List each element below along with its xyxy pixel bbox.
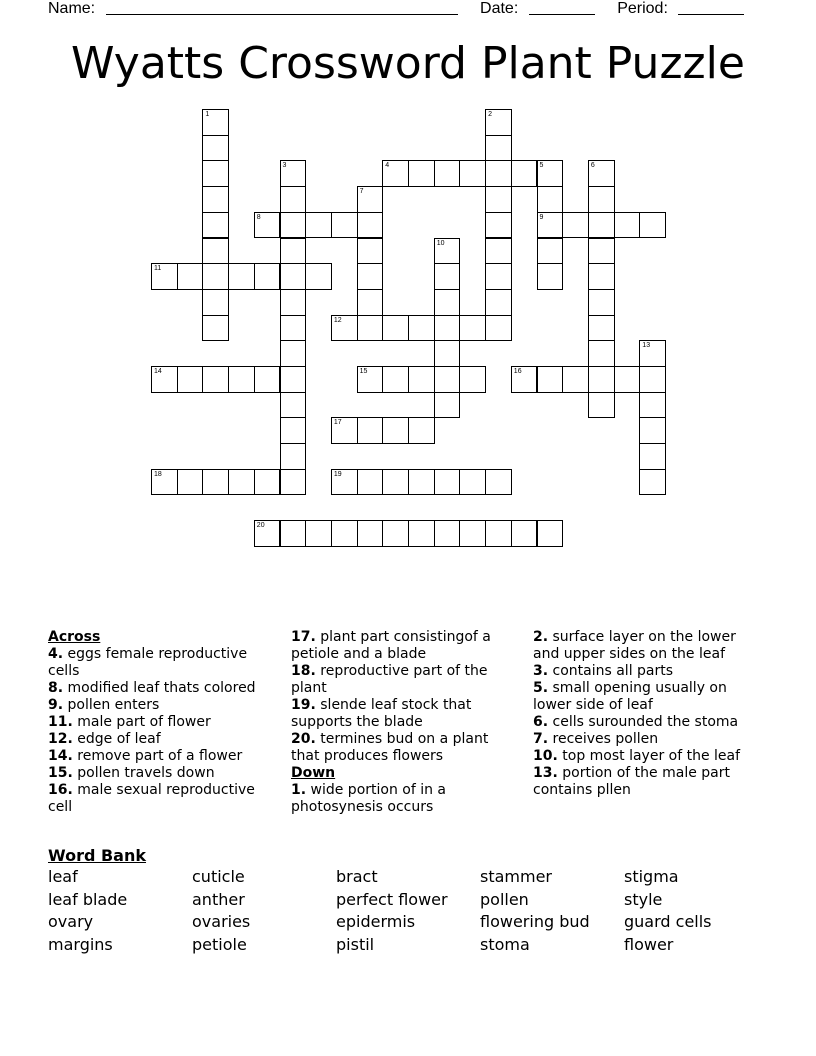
clue-text: male part of flower [72,714,211,730]
grid-cell[interactable] [434,366,461,393]
grid-cell[interactable] [434,160,461,187]
clue-number: 18 [154,470,162,478]
grid-cell[interactable] [408,160,435,187]
grid-cell[interactable] [177,366,204,393]
grid-cell[interactable] [202,289,229,316]
grid-cell[interactable] [357,315,384,342]
clue-text: top most layer of the leaf [557,748,741,764]
grid-cell[interactable] [485,212,512,239]
grid-cell[interactable] [588,186,615,213]
clue-number: 19. [291,697,316,713]
clue-text: cells surounded the stoma [548,714,739,730]
grid-cell[interactable] [639,469,666,496]
grid-cell[interactable] [280,263,307,290]
grid-cell[interactable] [280,469,307,496]
grid-cell[interactable] [280,340,307,367]
clue-number: 18. [291,663,316,679]
clue-text: pollen travels down [72,765,215,781]
clue-number: 8. [48,680,64,696]
across-clue [291,629,513,663]
grid-cell[interactable] [202,238,229,265]
clue-number: 12 [333,316,342,324]
clues-column-2 [291,629,513,816]
across-clue [291,731,513,765]
grid-cell[interactable] [202,469,229,496]
page-title: Wyatts Crossword Plant Puzzle [71,38,745,89]
grid-cell[interactable] [485,135,512,162]
down-clue [533,629,763,663]
down-heading: Down [291,765,336,781]
grid-cell[interactable] [485,469,512,496]
grid-cell[interactable] [459,160,486,187]
grid-cell[interactable] [434,469,461,496]
grid-cell[interactable] [228,366,255,393]
clue-number: 15 [359,368,368,375]
across-clue [291,697,513,731]
grid-cell[interactable] [357,186,384,213]
word-bank-item: flowering bud [480,912,590,931]
clue-number: 9. [48,697,64,713]
grid-cell[interactable] [382,520,409,547]
grid-cell[interactable] [280,315,307,342]
grid-cell[interactable] [280,520,307,547]
grid-cell[interactable] [280,289,307,316]
grid-cell[interactable] [485,263,512,290]
across-clue [48,782,276,816]
clue-text: male sexual reproductive cell [48,782,255,815]
grid-cell[interactable] [382,417,409,444]
clue-text: modified leaf thats colored [63,680,256,696]
word-bank-item: stigma [624,867,679,886]
clue-number: 10 [436,239,445,247]
clue-number: 13. [533,765,558,781]
clue-number: 4. [48,646,64,662]
clue-number: 16 [513,368,522,375]
clue-number: 17 [333,419,342,427]
across-clue [291,663,513,697]
word-bank-item: cuticle [192,867,245,886]
word-bank-item: stammer [480,867,553,886]
clue-text: termines bud on a plant that produces flowers [291,731,489,764]
grid-cell[interactable] [202,186,229,213]
grid-cell[interactable] [305,263,332,290]
clue-text: plant part consistingof a petiole and a blade [291,629,491,662]
word-bank-item: pollen [480,890,529,909]
grid-cell[interactable] [280,392,307,419]
grid-cell[interactable] [202,315,229,342]
grid-cell[interactable] [357,469,384,496]
clue-number: 2. [533,629,549,645]
word-bank-item: petiole [192,935,247,954]
grid-cell[interactable] [331,520,358,547]
grid-cell[interactable] [459,366,486,393]
grid-cell[interactable] [588,392,615,419]
down-clue [533,663,763,680]
clue-number: 15. [48,765,73,781]
grid-cell[interactable] [280,160,307,187]
clue-number: 12. [48,731,73,747]
grid-cell[interactable] [537,186,564,213]
grid-cell[interactable] [588,366,615,393]
clue-text: reproductive part of the plant [291,663,488,696]
grid-cell[interactable] [614,366,641,393]
down-clue [533,680,763,714]
across-clue [48,680,276,697]
clue-text: wide portion of in a photosynesis occurs [291,782,447,815]
clue-text: slende leaf stock that supports the blade [291,697,472,730]
grid-cell[interactable] [639,392,666,419]
grid-cell[interactable] [588,340,615,367]
clue-number: 3. [533,663,549,679]
grid-cell[interactable] [434,315,461,342]
grid-cell[interactable] [305,212,332,239]
grid-cell[interactable] [357,417,384,444]
grid-cell[interactable] [485,160,512,187]
grid-cell[interactable] [485,520,512,547]
word-bank-item: ovaries [192,912,251,931]
grid-cell[interactable] [485,109,512,136]
grid-cell[interactable] [511,366,538,393]
grid-cell[interactable] [537,263,564,290]
clue-text: portion of the male part contains pllen [533,765,730,798]
grid-cell[interactable] [485,186,512,213]
grid-cell[interactable] [382,160,409,187]
grid-cell[interactable] [280,212,307,239]
grid-cell[interactable] [485,315,512,342]
word-bank-heading: Word Bank [48,846,147,865]
across-clue [48,714,276,731]
clue-text: small opening usually on lower side of leaf [533,680,727,713]
clue-number: 8 [256,213,261,221]
period-label: Period: [617,0,668,17]
across-clue [48,765,276,782]
grid-cell[interactable] [382,315,409,342]
grid-cell[interactable] [537,520,564,547]
clue-number: 6 [590,162,595,170]
grid-cell[interactable] [408,520,435,547]
grid-cell[interactable] [434,263,461,290]
grid-cell[interactable] [511,520,538,547]
grid-cell[interactable] [357,212,384,239]
grid-cell[interactable] [639,417,666,444]
grid-cell[interactable] [280,366,307,393]
grid-cell[interactable] [357,520,384,547]
word-bank-item: guard cells [624,912,712,931]
grid-cell[interactable] [485,238,512,265]
clue-text: remove part of a flower [72,748,243,764]
grid-cell[interactable] [408,469,435,496]
clue-number: 14. [48,748,73,764]
grid-cell[interactable] [588,160,615,187]
across-clue [48,697,276,714]
clue-number: 16. [48,782,73,798]
date-label: Date: [480,0,519,17]
clue-number: 3 [282,162,287,170]
word-bank-item: ovary [48,912,94,931]
grid-cell[interactable] [408,417,435,444]
word-bank-item: stoma [480,935,530,954]
clue-number: 20 [256,522,265,530]
across-clue [48,731,276,748]
clue-number: 9 [539,213,544,221]
grid-cell[interactable] [357,289,384,316]
grid-cell[interactable] [537,160,564,187]
grid-cell[interactable] [177,263,204,290]
grid-cell[interactable] [434,289,461,316]
grid-cell[interactable] [151,469,178,496]
grid-cell[interactable] [202,366,229,393]
grid-cell[interactable] [588,238,615,265]
grid-cell[interactable] [639,366,666,393]
grid-cell[interactable] [639,212,666,239]
down-clue [533,731,763,748]
grid-cell[interactable] [254,263,281,290]
clues-column-3 [533,629,763,799]
clue-number: 5 [539,162,544,170]
clue-number: 13 [642,342,651,350]
clue-number: 17. [291,629,316,645]
name-label: Name: [48,0,96,17]
grid-cell[interactable] [434,520,461,547]
grid-cell[interactable] [280,417,307,444]
grid-cell[interactable] [434,238,461,265]
grid-cell[interactable] [254,366,281,393]
grid-cell[interactable] [202,263,229,290]
grid-cell[interactable] [459,469,486,496]
grid-cell[interactable] [151,263,178,290]
across-heading: Across [48,629,101,645]
grid-cell[interactable] [177,469,204,496]
grid-cell[interactable] [357,366,384,393]
word-bank-item: leaf [48,867,78,886]
grid-cell[interactable] [511,160,538,187]
word-bank-item: epidermis [336,912,416,931]
grid-cell[interactable] [202,160,229,187]
word-bank-item: anther [192,890,245,909]
clue-number: 14 [154,368,162,375]
clue-number: 1. [291,782,307,798]
word-bank-item: bract [336,867,378,886]
grid-cell[interactable] [537,212,564,239]
grid-cell[interactable] [228,469,255,496]
grid-cell[interactable] [639,340,666,367]
grid-cell[interactable] [202,109,229,136]
word-bank-item: style [624,890,663,909]
word-bank-item: perfect flower [336,890,448,909]
grid-cell[interactable] [562,366,589,393]
grid-cell[interactable] [331,315,358,342]
grid-cell[interactable] [408,315,435,342]
grid-cell[interactable] [588,289,615,316]
grid-cell[interactable] [254,212,281,239]
grid-cell[interactable] [254,520,281,547]
clue-number: 7. [533,731,549,747]
grid-cell[interactable] [588,212,615,239]
grid-cell[interactable] [537,366,564,393]
grid-cell[interactable] [614,212,641,239]
clue-number: 11. [48,714,73,730]
grid-cell[interactable] [280,443,307,470]
clue-number: 20. [291,731,316,747]
clue-number: 5. [533,680,549,696]
grid-cell[interactable] [305,520,332,547]
clue-text: contains all parts [548,663,674,679]
grid-cell[interactable] [639,443,666,470]
grid-cell[interactable] [434,392,461,419]
grid-cell[interactable] [459,315,486,342]
across-clue [48,646,276,680]
across-clue [48,748,276,765]
grid-cell[interactable] [280,186,307,213]
clues-column-1 [48,629,276,816]
down-clue [533,748,763,765]
grid-cell[interactable] [357,238,384,265]
clue-text: surface layer on the lower and upper sides on the leaf [533,629,736,662]
grid-cell[interactable] [382,366,409,393]
word-bank-item: leaf blade [48,890,128,909]
down-clue [533,765,763,799]
grid-cell[interactable] [331,417,358,444]
clue-text: pollen enters [63,697,160,713]
grid-cell[interactable] [254,469,281,496]
clue-number: 1 [205,111,210,118]
grid-cell[interactable] [151,366,178,393]
clue-number: 6. [533,714,549,730]
grid-cell[interactable] [280,238,307,265]
clue-number: 11 [154,265,162,273]
clue-number: 10. [533,748,558,764]
word-bank-item: flower [624,935,674,954]
grid-cell[interactable] [331,469,358,496]
grid-cell[interactable] [331,212,358,239]
clue-text: eggs female reproductive cells [48,646,248,679]
grid-cell[interactable] [357,263,384,290]
grid-cell[interactable] [485,289,512,316]
grid-cell[interactable] [408,366,435,393]
grid-cell[interactable] [537,238,564,265]
grid-cell[interactable] [434,340,461,367]
clue-text: edge of leaf [72,731,161,747]
down-clue [291,782,513,816]
grid-cell[interactable] [228,263,255,290]
grid-cell[interactable] [562,212,589,239]
grid-cell[interactable] [382,469,409,496]
word-bank-item: margins [48,935,113,954]
clue-number: 4 [385,162,390,170]
grid-cell[interactable] [459,520,486,547]
grid-cell[interactable] [588,315,615,342]
down-clue [533,714,763,731]
clue-number: 2 [488,111,492,118]
clue-text: receives pollen [548,731,659,747]
clue-number: 7 [359,188,364,196]
clue-number: 19 [333,470,342,478]
grid-cell[interactable] [588,263,615,290]
grid-cell[interactable] [202,135,229,162]
word-bank-item: pistil [336,935,375,954]
grid-cell[interactable] [202,212,229,239]
